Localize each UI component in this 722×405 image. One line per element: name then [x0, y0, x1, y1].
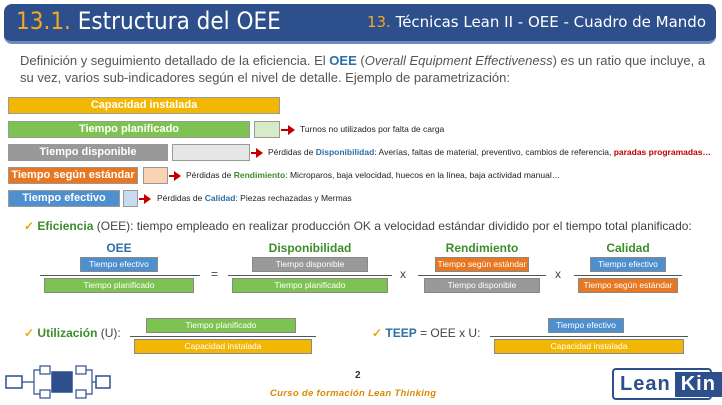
multiply-sign-2: x [555, 267, 561, 281]
multiply-sign-1: x [400, 267, 406, 281]
formula-rend-denominator: Tiempo disponible [424, 278, 540, 293]
loss-box-calidad [123, 190, 138, 207]
course-title: 13. Técnicas Lean II - OEE - Cuadro de Mando [366, 13, 706, 31]
note-calidad: Pérdidas de Calidad: Piezas rechazadas y Mermas [157, 193, 352, 203]
loss-box-disponibilidad [172, 144, 250, 161]
note-turnos: Turnos no utilizados por falta de carga [300, 124, 445, 134]
formula-title-disponibilidad: Disponibilidad [268, 241, 352, 255]
utilizacion-denominator: Capacidad instalada [134, 339, 312, 354]
formula-cal-denominator: Tiempo según estándar [578, 278, 678, 293]
formula-disp-denominator: Tiempo planificado [232, 278, 388, 293]
bar-estandar: Tiempo según estándar [8, 167, 138, 184]
arrow-turnos [281, 129, 293, 131]
teep-label: ✓ TEEP = OEE x U: [372, 326, 481, 340]
formula-oee-numerator: Tiempo efectivo [80, 257, 158, 272]
equals-sign: = [211, 267, 219, 281]
process-diagram-icon [4, 360, 116, 404]
teep-denominator: Capacidad instalada [494, 339, 684, 354]
loss-box-rendimiento [143, 167, 168, 184]
fraction-line-teep [490, 336, 688, 337]
bar-efectivo: Tiempo efectivo [8, 190, 120, 207]
bar-disponible: Tiempo disponible [8, 144, 168, 161]
formula-disp-numerator: Tiempo disponible [252, 257, 368, 272]
check-icon: ✓ [372, 326, 383, 340]
formula-title-calidad: Calidad [606, 241, 650, 255]
course-footer: Curso de formación Lean Thinking [270, 388, 437, 399]
formula-rend-numerator: Tiempo según estándar [435, 257, 529, 272]
check-icon: ✓ [24, 326, 35, 340]
fraction-line-utilizacion [130, 336, 316, 337]
note-disponibilidad: Pérdidas de Disponibilidad: Averías, faltas de material, preventivo, cambios de referencia, paradas programadas… [268, 147, 712, 157]
intro-paragraph: Definición y seguimiento detallado de la eficiencia. El OEE (Overall Equipment Effectiveness) es un ratio que incluye, a su vez, varios sub-indicadores según el nivel de detalle. Ejemplo de parametrización: [20, 53, 706, 85]
page-number: 2 [355, 370, 361, 381]
formula-oee-denominator: Tiempo planificado [44, 278, 194, 293]
loss-box-turnos [254, 121, 280, 138]
arrow-rendimiento [169, 175, 179, 177]
note-rendimiento: Pérdidas de Rendimiento: Microparos, baja velocidad, huecos en la línea, baja actividad manual… [186, 170, 561, 180]
bar-planificado: Tiempo planificado [8, 121, 250, 138]
leankin-logo: Lean Kin [612, 368, 712, 400]
utilizacion-numerator: Tiempo planificado [146, 318, 296, 333]
utilizacion-label: ✓ Utilización (U): [24, 326, 121, 340]
bar-capacidad: Capacidad instalada [8, 97, 280, 114]
fraction-line-cal [574, 275, 682, 276]
fraction-line-rend [418, 275, 546, 276]
eficiencia-definition: ✓ Eficiencia (OEE): tiempo empleado en realizar producción OK a velocidad estándar dividido por el tiempo total planificado: [24, 219, 692, 233]
formula-title-rendimiento: Rendimiento [445, 241, 519, 255]
arrow-disponibilidad [251, 152, 261, 154]
formula-cal-numerator: Tiempo efectivo [590, 257, 666, 272]
fraction-line-disp [228, 275, 392, 276]
check-icon: ✓ [24, 219, 35, 233]
arrow-calidad [139, 198, 149, 200]
fraction-line-oee [40, 275, 200, 276]
formula-title-oee: OEE [106, 241, 132, 255]
page-title: 13.1. Estructura del OEE [16, 7, 281, 35]
teep-numerator: Tiempo efectivo [548, 318, 624, 333]
